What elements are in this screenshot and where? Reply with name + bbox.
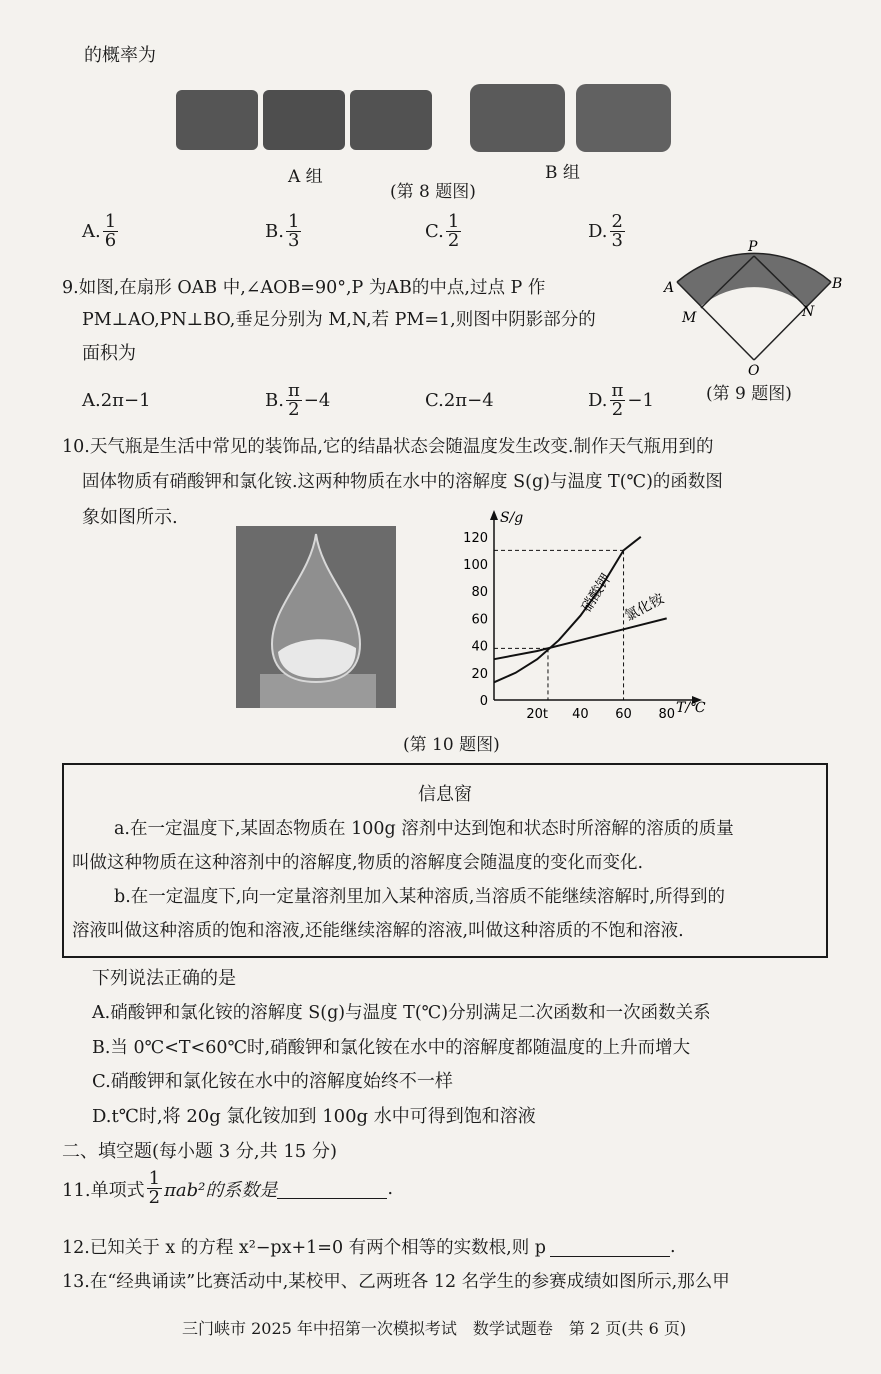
q8-option-c: C. $\frac{1}{2}$ (425, 211, 460, 251)
label-b: B (832, 276, 843, 292)
suitcase-a2 (263, 90, 345, 150)
suitcase-b2 (576, 84, 671, 152)
q9-option-b: B. $\frac{\pi}{2}$ −4 (265, 380, 331, 420)
q12-answer-blank[interactable] (550, 1236, 670, 1257)
q11: 11.单项式 $\frac{1}{2}$ πab²的系数是 . (62, 1168, 394, 1208)
section-2-heading: 二、填空题(每小题 3 分,共 15 分) (62, 1141, 338, 1162)
q9-line2: PM⊥AO,PN⊥BO,垂足分别为 M,N,若 PM=1,则图中阴影部分的 (82, 310, 596, 330)
label-o: O (748, 363, 760, 378)
q10-option-a: A.硝酸钾和氯化铵的溶解度 S(g)与温度 T(℃)分别满足二次函数和一次函数关系 (92, 1003, 711, 1023)
weather-bottle-photo (236, 526, 396, 708)
q8-option-d: D. $\frac{2}{3}$ (588, 211, 623, 251)
label-p: P (748, 239, 758, 255)
group-b-label: B 组 (545, 163, 580, 183)
q9-line3: 面积为 (82, 343, 136, 364)
q8-option-a: A. $\frac{1}{6}$ (82, 211, 117, 251)
x-axis-label: T/℃ (676, 700, 706, 716)
q8-figure-caption: (第 8 题图) (390, 182, 476, 202)
q10-line2: 固体物质有硝酸钾和氯化铵.这两种物质在水中的溶解度 S(g)与温度 T(℃)的函数图 (82, 472, 723, 492)
x-tick-label: 40 (572, 707, 589, 722)
info-b-line1: b.在一定温度下,向一定量溶剂里加入某种溶质,当溶质不能继续溶解时,所得到的 (114, 887, 725, 907)
y-tick-label: 100 (463, 558, 488, 573)
q9-figure-caption: (第 9 题图) (706, 384, 792, 404)
x-tick-label: 20t (526, 707, 549, 722)
solubility-chart (456, 508, 706, 728)
info-box (62, 763, 828, 958)
info-box-title: 信息窗 (418, 784, 472, 805)
suitcase-a3 (350, 90, 432, 150)
q8-option-b: B. $\frac{1}{3}$ (265, 211, 300, 251)
q10-option-c: C.硝酸钾和氯化铵在水中的溶解度始终不一样 (92, 1071, 453, 1092)
series-label-potassium-nitrate: 硝酸钾 (578, 570, 615, 616)
q11-answer-blank[interactable] (277, 1178, 387, 1199)
y-tick-label: 120 (463, 530, 488, 546)
q10-option-b: B.当 0℃<T<60℃时,硝酸钾和氯化铵在水中的溶解度都随温度的上升而增大 (92, 1038, 691, 1058)
y-tick-label: 0 (479, 694, 488, 709)
top-text: 的概率为 (84, 45, 156, 66)
info-a-line1: a.在一定温度下,某固态物质在 100g 溶剂中达到饱和状态时所溶解的溶质的质量 (114, 819, 734, 839)
q10-line1: 10.天气瓶是生活中常见的装饰品,它的结晶状态会随温度发生改变.制作天气瓶用到的 (62, 437, 714, 457)
info-a-line2: 叫做这种物质在这种溶剂中的溶解度,物质的溶解度会随温度的变化而变化. (72, 853, 644, 873)
q10-option-d: D.t℃时,将 20g 氯化铵加到 100g 水中可得到饱和溶液 (92, 1106, 536, 1127)
suitcase-b1 (470, 84, 565, 152)
q9-line1: 9.如图,在扇形 OAB 中,∠AOB=90°,P 为AB的中点,过点 P 作 (62, 278, 546, 298)
label-n: N (802, 304, 815, 320)
q10-stem: 下列说法正确的是 (92, 968, 236, 989)
y-tick-label: 80 (471, 585, 488, 601)
page-footer: 三门峡市 2025 年中招第一次模拟考试 数学试题卷 第 2 页(共 6 页) (182, 1319, 687, 1338)
y-tick-label: 60 (471, 612, 488, 628)
q10-line3: 象如图所示. (82, 507, 178, 528)
shaded-ring (677, 253, 831, 306)
y-axis-arrow (490, 510, 498, 520)
y-axis-label: S/g (500, 510, 524, 526)
suitcase-a1 (176, 90, 258, 150)
series-line-0 (494, 537, 641, 683)
group-a-label: A 组 (288, 167, 323, 187)
label-m: M (682, 310, 697, 326)
q13-line1: 13.在“经典诵读”比赛活动中,某校甲、乙两班各 12 名学生的参赛成绩如图所示,那么甲 (62, 1272, 730, 1292)
y-tick-label: 40 (471, 639, 488, 655)
q9-option-c: C.2π−4 (425, 390, 494, 411)
label-a: A (664, 280, 675, 296)
q9-sector-figure (660, 238, 845, 378)
x-tick-label: 60 (615, 707, 632, 722)
series-line-1 (494, 618, 667, 659)
y-tick-label: 20 (471, 666, 488, 682)
series-label-ammonium-chloride: 氯化铵 (622, 590, 667, 625)
q9-option-d: D. $\frac{\pi}{2}$ −1 (588, 380, 654, 420)
q10-figure-caption: (第 10 题图) (403, 735, 500, 755)
info-b-line2: 溶液叫做这种溶质的饱和溶液,还能继续溶解的溶液,叫做这种溶质的不饱和溶液. (72, 921, 684, 941)
q12: 12.已知关于 x 的方程 x²−px+1=0 有两个相等的实数根,则 p . (62, 1236, 676, 1258)
q9-option-a: A.2π−1 (82, 390, 151, 411)
x-tick-label: 80 (658, 707, 676, 722)
